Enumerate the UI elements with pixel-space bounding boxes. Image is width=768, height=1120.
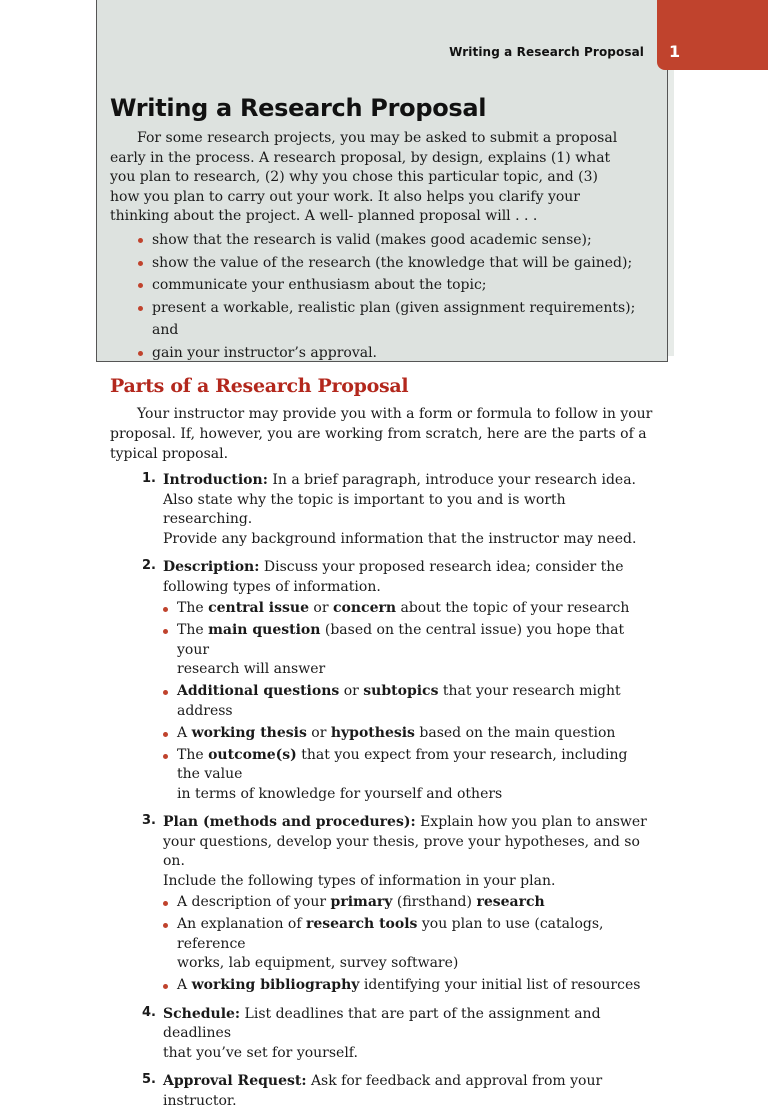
proposal-parts-list bbox=[110, 471, 650, 1120]
step-line: following types of information. bbox=[163, 578, 381, 595]
section-intro-line: proposal. bbox=[162, 446, 229, 462]
step-line bbox=[163, 813, 650, 833]
bullet-icon bbox=[163, 607, 168, 612]
list-item bbox=[138, 274, 638, 297]
step-line: that you’ve set for yourself. bbox=[163, 1044, 358, 1061]
list-item: The outcome(s) that you expect from your research, including the value in terms of knowledge for yourself and others bbox=[163, 746, 650, 805]
section-intro-paragraph bbox=[110, 404, 658, 464]
proposal-part-schedule bbox=[110, 1005, 650, 1064]
intro-paragraph-line: out your work. It also helps you clarify your thinking about the project. A well- bbox=[110, 188, 580, 224]
step-term: Schedule: bbox=[163, 1005, 241, 1022]
bullet-icon bbox=[163, 923, 168, 928]
intro-paragraph-line: planned proposal will . . . bbox=[357, 208, 538, 224]
bullet-icon bbox=[163, 754, 168, 759]
step-text: Ask for feedback and approval from your instructor. bbox=[163, 1073, 603, 1109]
list-item: A description of your primary (firsthand) research bbox=[163, 893, 650, 913]
list-item-text: show the value of the research (the knowledge that will be gained); bbox=[152, 254, 633, 271]
list-item bbox=[138, 342, 638, 365]
intro-bullet-list bbox=[138, 229, 638, 364]
step-term: Introduction: bbox=[163, 472, 268, 488]
bullet-icon bbox=[163, 690, 168, 695]
step-number: 4. bbox=[142, 1004, 156, 1020]
bullet-icon bbox=[163, 732, 168, 737]
step-text: List deadlines that are part of the assignment and deadlines bbox=[163, 1005, 601, 1041]
list-item-text: present a workable, realistic plan (given assignment requirements); and bbox=[152, 299, 636, 338]
list-item bbox=[138, 297, 638, 342]
step-line bbox=[163, 558, 650, 578]
step-term: Plan (methods and procedures): bbox=[163, 814, 416, 830]
bullet-icon bbox=[163, 984, 168, 989]
section-title: Parts of a Research Proposal bbox=[110, 375, 409, 397]
step-number: 3. bbox=[142, 813, 156, 828]
proposal-part-introduction bbox=[110, 471, 650, 549]
step-text: Discuss your proposed research idea; consider the bbox=[259, 559, 624, 575]
bullet-icon bbox=[163, 629, 168, 634]
step-number: 1. bbox=[142, 471, 156, 486]
bullet-icon bbox=[138, 306, 143, 311]
step-line: Also state why the topic is important to you and is worth researching. bbox=[163, 491, 566, 527]
list-item: A working thesis or hypothesis based on the main question bbox=[163, 724, 650, 744]
step-line bbox=[163, 471, 650, 491]
step-number: 2. bbox=[142, 558, 156, 573]
step-line bbox=[163, 1072, 650, 1111]
section-intro-line: proposal. If, however, you are working from scratch, here are the parts of a typical bbox=[110, 426, 647, 462]
list-item: A working bibliography identifying your initial list of resources bbox=[163, 976, 650, 996]
intro-paragraph-line: research, (2) why you chose this particular topic, and (3) how you plan to carry bbox=[110, 169, 598, 205]
proposal-part-plan bbox=[110, 813, 650, 996]
list-item-text: show that the research is valid (makes good academic sense); bbox=[152, 232, 592, 248]
list-item-text: gain your instructor’s approval. bbox=[152, 344, 378, 361]
intro-paragraph-line: in the process. A research proposal, by design, explains (1) what you plan to bbox=[110, 149, 611, 185]
step-line: Provide any background information that the instructor may need. bbox=[163, 530, 637, 547]
bullet-icon bbox=[138, 261, 143, 266]
list-item bbox=[138, 229, 638, 252]
step-line bbox=[163, 1005, 650, 1044]
list-item: The central issue or concern about the topic of your research bbox=[163, 599, 650, 619]
list-item: Additional questions or subtopics that your research might address bbox=[163, 682, 650, 721]
proposal-part-approval-request bbox=[110, 1072, 650, 1111]
intro-title: Writing a Research Proposal bbox=[110, 94, 487, 122]
step-text: In a brief paragraph, introduce your research idea. bbox=[267, 472, 637, 488]
step-number: 5. bbox=[142, 1072, 156, 1087]
list-item: An explanation of research tools you plan to use (catalogs, reference works, lab equipment, survey software) bbox=[163, 915, 650, 974]
step-line: Include the following types of information in your plan. bbox=[163, 872, 556, 889]
sub-list bbox=[163, 599, 650, 804]
proposal-part-description bbox=[110, 558, 650, 804]
step-line: your questions, develop your thesis, prove your hypotheses, and so on. bbox=[163, 833, 640, 869]
intro-paragraph bbox=[110, 129, 630, 227]
list-item: The main question (based on the central issue) you hope that your research will answer bbox=[163, 621, 650, 680]
step-term: Approval Request: bbox=[163, 1073, 307, 1089]
section-intro-line: Your instructor may provide you with a form or formula to follow in your bbox=[137, 406, 653, 422]
page-number: 1 bbox=[669, 42, 681, 61]
step-text: Explain how you plan to answer bbox=[415, 814, 647, 830]
bullet-icon bbox=[163, 901, 168, 906]
intro-paragraph-line: For some research projects, you may be asked to submit a proposal early bbox=[110, 130, 618, 166]
sub-list bbox=[163, 893, 650, 996]
step-term: Description: bbox=[163, 559, 260, 575]
bullet-icon bbox=[138, 351, 143, 356]
bullet-icon bbox=[138, 283, 143, 288]
list-item-text: communicate your enthusiasm about the topic; bbox=[152, 277, 487, 293]
bullet-icon bbox=[138, 238, 143, 243]
list-item bbox=[138, 252, 638, 275]
running-head: Writing a Research Proposal bbox=[449, 45, 644, 59]
